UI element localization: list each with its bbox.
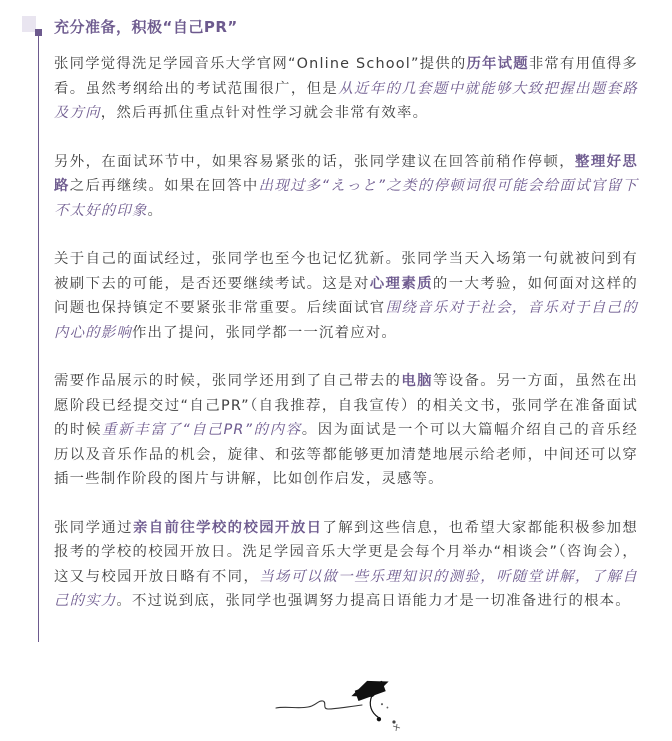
article-body — [54, 52, 638, 638]
italic-highlight: 出现过多“えっと”之类的停顿词很可能会给面试官留下不太好的印象 — [54, 178, 638, 219]
text-run: 之后再继续。如果在回答中 — [69, 178, 259, 194]
bold-highlight: 整理好思路 — [54, 153, 638, 194]
heading-deco-dot — [35, 29, 42, 36]
text-run: 非常有用值得多看。虽然考纲给出的考试范围很广，但是 — [54, 56, 638, 97]
graduation-cap-icon — [270, 676, 410, 736]
text-run: 需要作品展示的时候，张同学还用到了自己带去的 — [54, 373, 402, 389]
bold-highlight: 电脑 — [401, 373, 433, 389]
text-run: 。 — [147, 202, 164, 219]
text-run: 张同学通过 — [54, 519, 133, 536]
section-heading: 充分准备，积极“自己PR” — [54, 18, 238, 36]
heading-deco-square — [22, 16, 36, 32]
text-run: 张同学觉得洗足学园音乐大学官网“Online School”提供的 — [54, 56, 467, 72]
text-run: 了解到这些信息，也希望大家都能积极参加想报考的学校的校园开放日。洗足学园音乐大学更是会每个月举办“相谈会”（咨询会），这又与校园开放日略有不同， — [54, 519, 638, 585]
graduation-cap-illustration — [270, 676, 410, 740]
italic-highlight: 围绕音乐对于社会，音乐对于自己的内心的影响 — [54, 300, 639, 341]
paragraph — [54, 52, 638, 126]
text-run: 等设备。另一方面，虽然在出愿阶段已经提交过“自己PR”（自我推荐，自我宣传）的相关文书，张同学在准备面试的时候 — [54, 373, 638, 438]
bold-highlight: 亲自前往学校的校园开放日 — [132, 519, 323, 536]
italic-highlight: 重新丰富了“自己PR”的内容 — [102, 422, 302, 438]
italic-highlight: 从近年的几套题中就能够大致把握出题套路及方向 — [54, 80, 638, 121]
text-run: 作出了提问，张同学都一一沉着应对。 — [131, 324, 398, 341]
side-vertical-line — [38, 36, 39, 642]
text-run: 关于自己的面试经过，张同学也至今也记忆犹新。张同学当天入场第一句就被问到有被刷下去的可能，是否还要继续考试。这是对 — [54, 251, 638, 292]
text-run: 的一大考验，如何面对这样的问题也保持镇定不要紧张非常重要。后续面试官 — [54, 275, 638, 316]
text-run: ，然后再抓住重点针对性学习就会非常有效率。 — [100, 105, 429, 121]
paragraph — [54, 150, 638, 224]
text-run: 。不过说到底，张同学也强调努力提高日语能力才是一切准备进行的根本。 — [116, 593, 631, 609]
bold-highlight: 历年试题 — [466, 56, 529, 72]
paragraph — [54, 369, 638, 492]
paragraph — [54, 247, 638, 345]
italic-highlight: 当场可以做一些乐理知识的测验，听随堂讲解，了解自己的实力 — [54, 568, 638, 609]
paragraph — [54, 516, 638, 614]
text-run: 。因为面试是一个可以大篇幅介绍自己的音乐经历以及音乐作品的机会，旋律、和弦等都能够更加清楚地展示给老师，中间还可以穿插一些制作阶段的图片与讲解，比如创作启发，灵感等。 — [54, 422, 639, 487]
bold-highlight: 心理素质 — [369, 275, 433, 292]
text-run: 另外，在面试环节中，如果容易紧张的话，张同学建议在回答前稍作停顿， — [54, 153, 576, 170]
